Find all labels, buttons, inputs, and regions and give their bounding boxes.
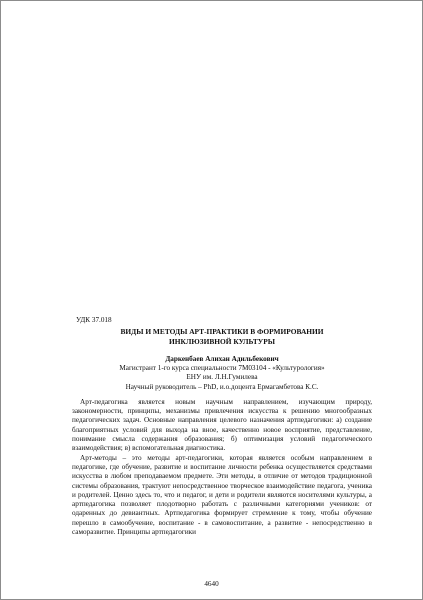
affiliation-line: Магистрант 1-го курса специальности 7М03104 - «Культурология» xyxy=(119,364,325,372)
title-line: ВИДЫ И МЕТОДЫ АРТ-ПРАКТИКИ В ФОРМИРОВАНИИ xyxy=(120,327,324,337)
affiliation-line: ЕНУ им. Л.Н.Гумилева xyxy=(186,373,258,382)
udk-code: УДК 37.018 xyxy=(76,316,112,324)
affiliation-line: Научный руководитель – PhD, и.о.доцента Ермагамбетова К.С. xyxy=(125,382,319,391)
article-body xyxy=(72,316,372,537)
title-line: ИНКЛЮЗИВНОЙ КУЛЬТУРЫ xyxy=(169,336,275,346)
paragraph: Арт-педагогика является новым научным направлением, изучающим природу, закономерности, принципы, механизмы привлечения искусства к решению многообразных педагогических задач. Основные направления целевого назначения артпедагогики: а) создание благоприятных условий для выхода на вное, качественно новое восприятие, представление, понимание смысла содержания образования; б) оптимизация условий педагогического взаимодействия; в) вспомогательная диагностика. xyxy=(72,397,372,453)
page-number: 4640 xyxy=(204,580,219,588)
author-name: Даркенбаев Алихан Адильбекович xyxy=(165,354,279,363)
article-title xyxy=(72,327,372,345)
paragraph: Арт-методы – это методы арт-педагогики, которая является особым направлением в педагогике, где обучение, развитие и воспитание личности ребенка осуществляется средствами искусства в любом преподаваемом предмете. Эти методы, в отличие от методов традиционной системы образования, трактуют непосредственное творческое взаимодействие педагога, ученика и родителей. Ценно здесь то, что и педагог, и дети и родители являются носителями культуры, а артпедагогика позволяет плодотворно работать с различными категориями учеников: от одаренных до девиантных. Артпедагогика формирует стремление к тому, чтобы обучение перешло в самообучение, воспитание - в самовоспитание, а развитие - непосредственно в саморазвитие. Принципы артпедагогики xyxy=(72,453,372,537)
